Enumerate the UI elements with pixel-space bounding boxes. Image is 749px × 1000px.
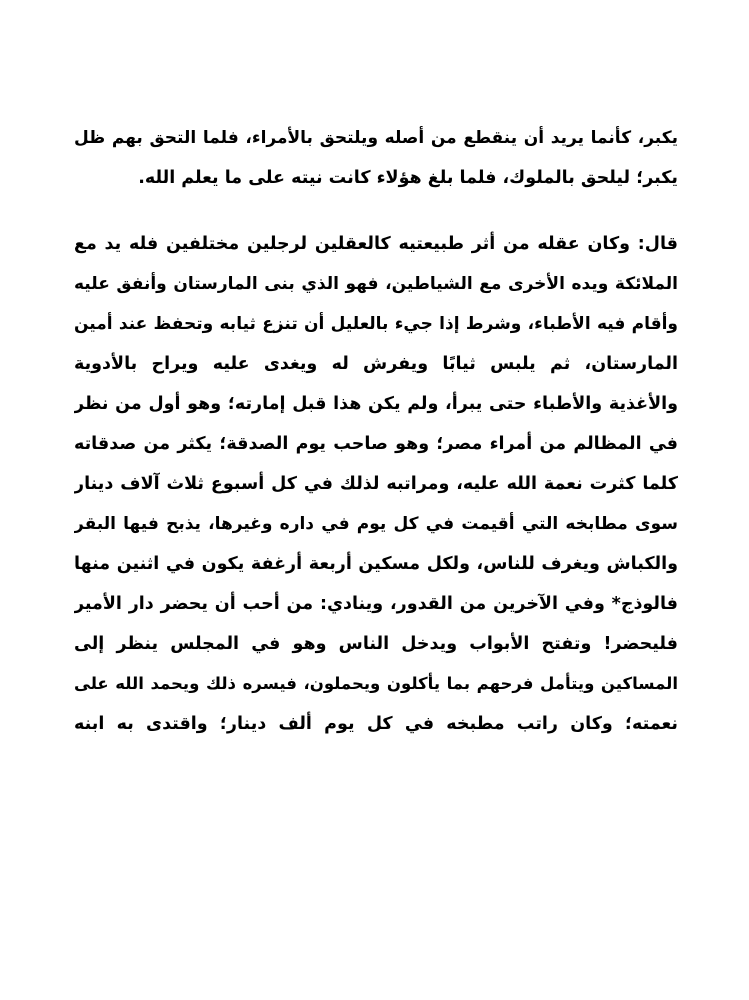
text-line: في المظالم من أمراء مصر؛ وهو صاحب يوم الصدقة؛ يكثر من صدقاته: [74, 434, 678, 454]
text-line: نعمته؛ وكان راتب مطبخه في كل يوم ألف دينار؛ واقتدى به ابنه: [74, 714, 678, 734]
text-line: الملائكة ويده الأخرى مع الشياطين، فهو الذي بنى المارستان وأنفق عليه: [74, 274, 678, 294]
text-line: فالوذج* وفي الآخرين من القدور، وينادي: من أحب أن يحضر دار الأمير: [74, 594, 678, 614]
text-line: كلما كثرت نعمة الله عليه، ومراتبه لذلك في كل أسبوع ثلاث آلاف دينار: [74, 474, 678, 494]
paragraph-1: [74, 118, 678, 198]
text-line: يكبر؛ ليلحق بالملوك، فلما بلغ هؤلاء كانت نيته على ما يعلم الله.: [138, 168, 678, 188]
text-line: سوى مطابخه التي أقيمت في كل يوم في داره وغيرها، يذبح فيها البقر: [74, 514, 678, 534]
text-line: المساكين ويتأمل فرحهم بما يأكلون ويحملون، فيسره ذلك ويحمد الله على: [74, 674, 678, 693]
text-line: يكبر، كأنما يريد أن ينقطع من أصله ويلتحق بالأمراء، فلما التحق بهم ظل: [74, 128, 678, 148]
text-line: وأقام فيه الأطباء، وشرط إذا جيء بالعليل أن تنزع ثيابه وتحفظ عند أمين: [74, 314, 678, 334]
text-line: والأغذية والأطباء حتى يبرأ، ولم يكن هذا قبل إمارته؛ وهو أول من نظر: [74, 394, 678, 414]
paragraph-2: [74, 224, 678, 744]
text-line: والكباش ويغرف للناس، ولكل مسكين أربعة أرغفة يكون في اثنين منها: [74, 554, 678, 574]
text-line: قال: وكان عقله من أثر طبيعتيه كالعقلين لرجلين مختلفين فله يد مع: [74, 234, 678, 254]
text-line: المارستان، ثم يلبس ثيابًا ويفرش له ويغدى عليه ويراح بالأدوية: [74, 354, 678, 374]
text-line: فليحضر! وتفتح الأبواب ويدخل الناس وهو في المجلس ينظر إلى: [74, 634, 678, 654]
